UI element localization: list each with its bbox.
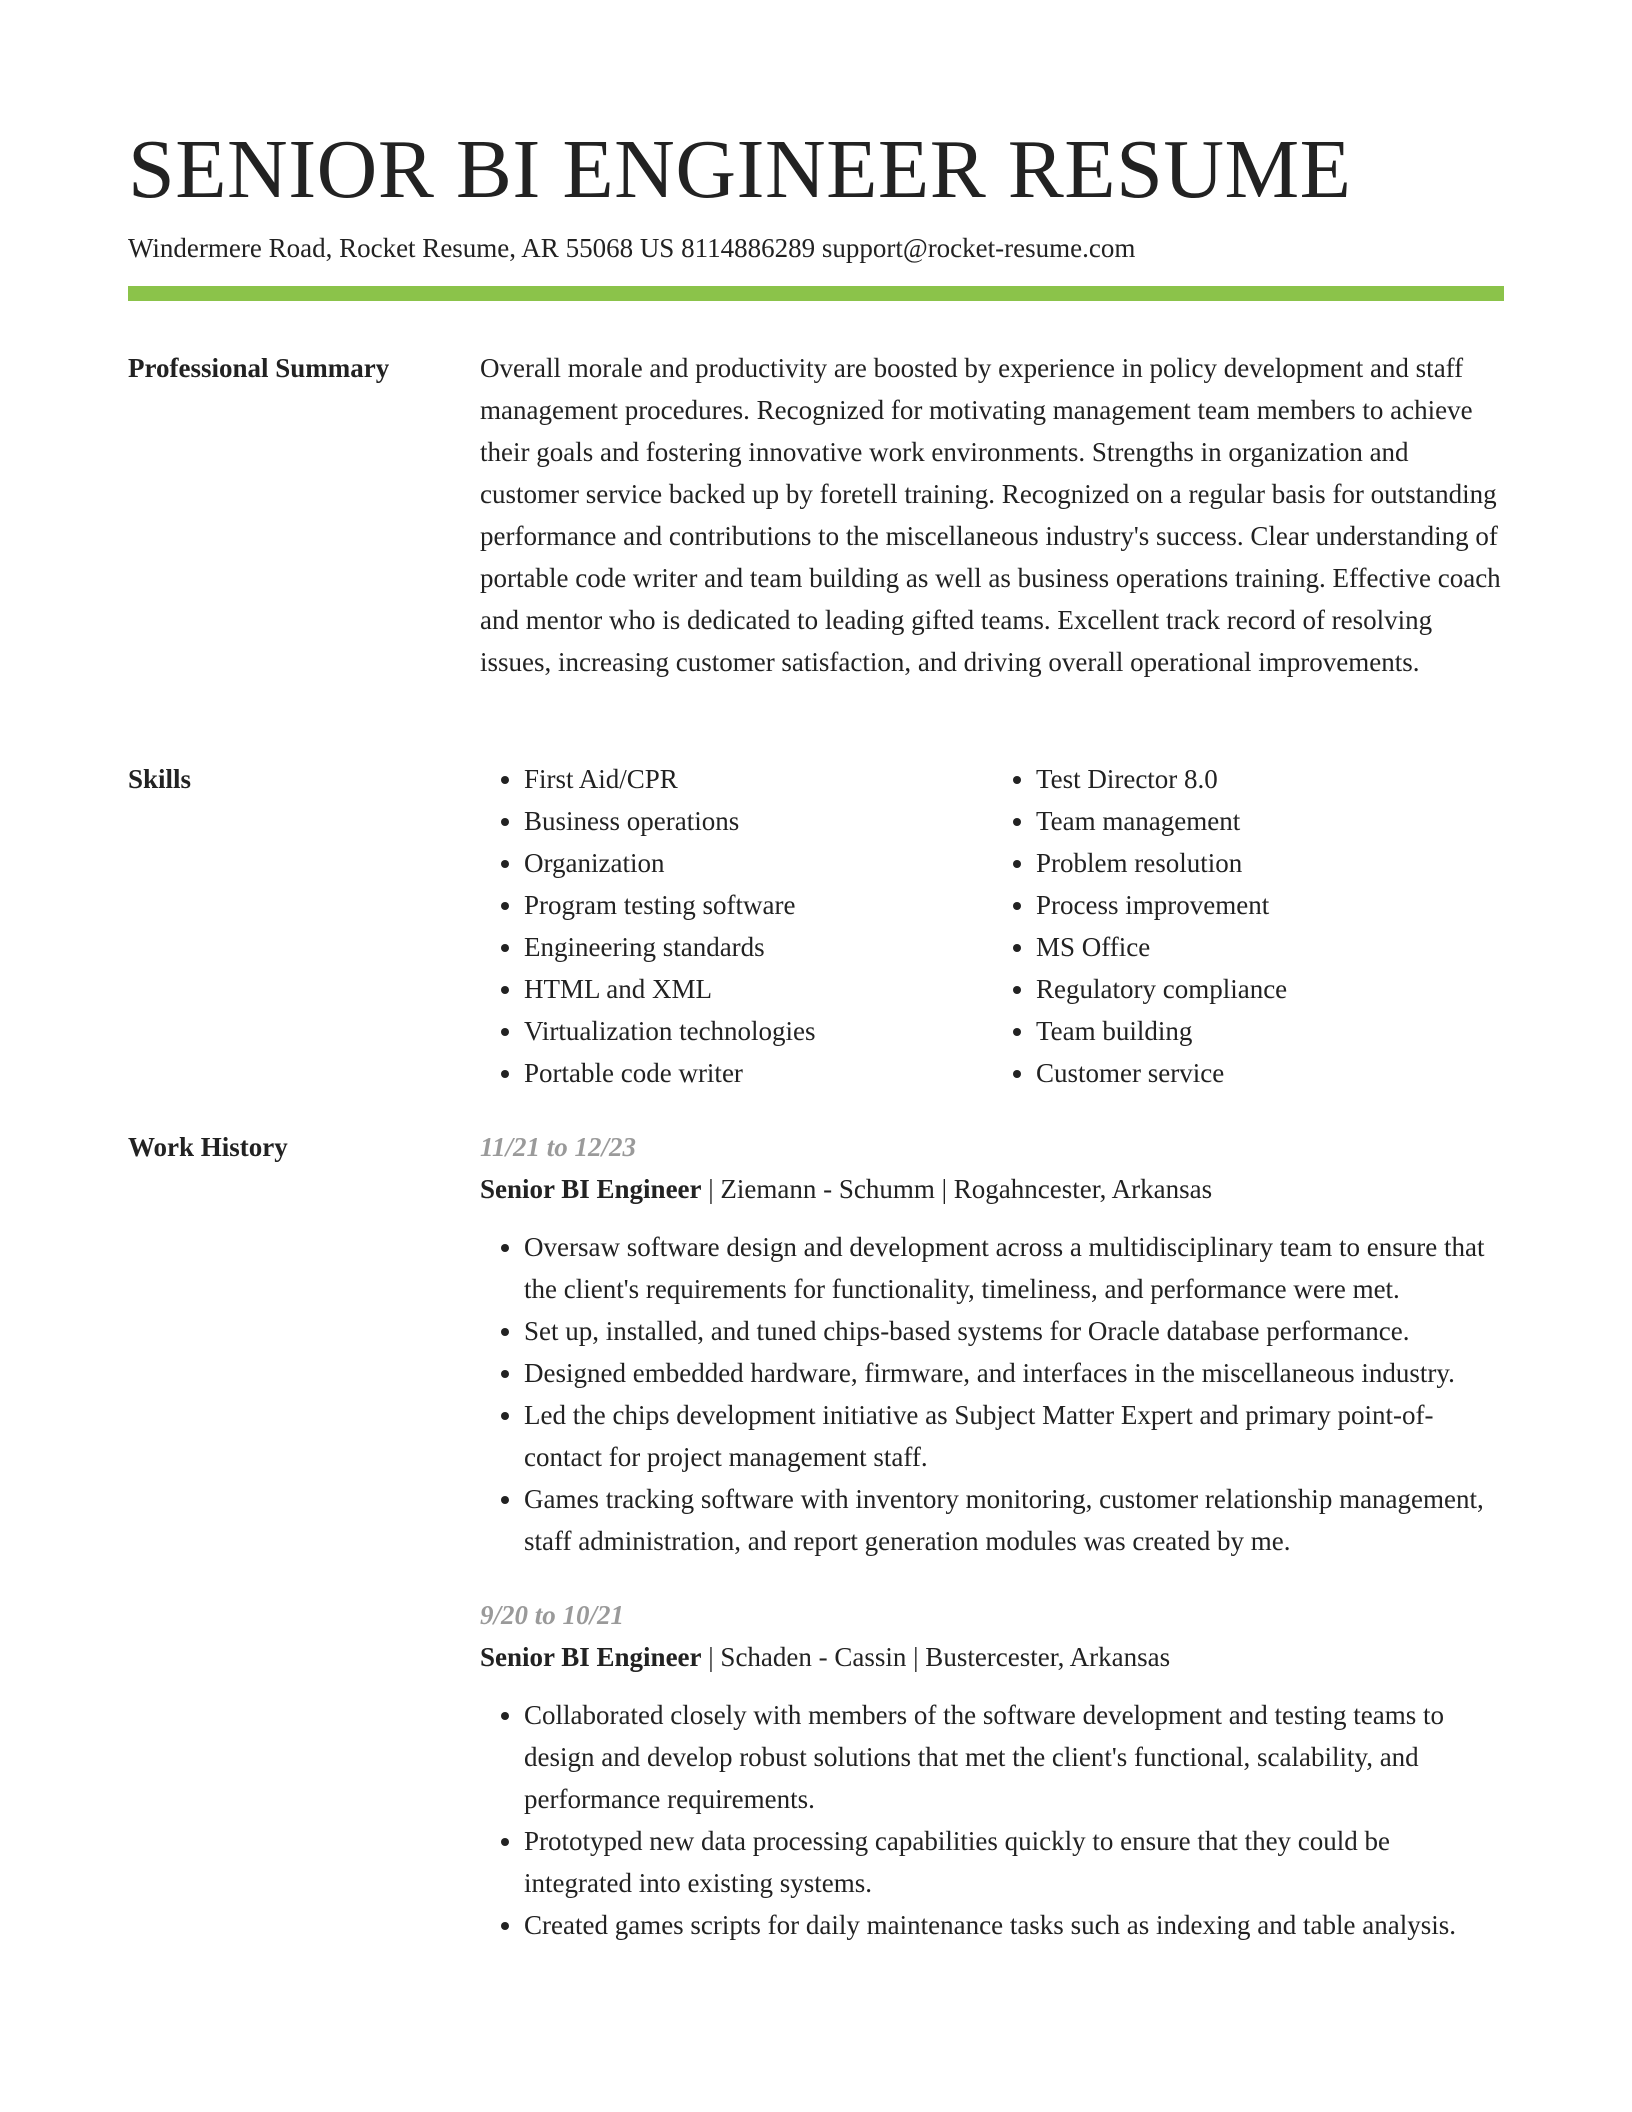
job-bullet: • Games tracking software with inventory monitoring, customer relationship management, staff administration, and report generation modules was created by me. [524, 1478, 1504, 1562]
job-bullet: • Led the chips development initiative as Subject Matter Expert and primary point-of-contact for project management staff. [524, 1394, 1504, 1478]
skill-item: • MS Office [1036, 926, 1504, 968]
job-company-location: | Ziemann - Schumm | Rogahncester, Arkansas [701, 1174, 1213, 1204]
skill-item: • Business operations [524, 800, 992, 842]
contact-line: Windermere Road, Rocket Resume, AR 55068 US 8114886289 support@rocket-resume.com [128, 233, 1136, 263]
skill-item: • Process improvement [1036, 884, 1504, 926]
job-dates: 9/20 to 10/21 [480, 1600, 625, 1630]
skill-item: • First Aid/CPR [524, 758, 992, 800]
summary-text: Overall morale and productivity are boosted by experience in policy development and staff management procedures. Recognized for motivating management team members to achieve their goals and fostering innovative work environments. Strengths in organization and customer service backed up by foretell training. Recognized on a regular basis for outstanding performance and contributions to the miscellaneous industry's success. Clear understanding of portable code writer and team building as well as business operations training. Effective coach and mentor who is dedicated to leading gifted teams. Excellent track record of resolving issues, increasing customer satisfaction, and driving overall operational improvements. [480, 353, 1501, 677]
skill-item: • Regulatory compliance [1036, 968, 1504, 1010]
skills-list-left [480, 758, 992, 1094]
job-bullet: • Prototyped new data processing capabilities quickly to ensure that they could be integrated into existing systems. [524, 1820, 1504, 1904]
summary-body [480, 347, 1504, 683]
work-history-heading: Work History [128, 1132, 288, 1162]
summary-heading: Professional Summary [128, 353, 390, 383]
job-title-line [480, 1636, 1504, 1678]
job-bullet: • Set up, installed, and tuned chips-based systems for Oracle database performance. [524, 1310, 1504, 1352]
work-history-body [480, 1126, 1504, 1946]
job-dates: 11/21 to 12/23 [480, 1132, 637, 1162]
skills-body [480, 758, 1504, 1094]
skill-item: • Organization [524, 842, 992, 884]
job-bullet: • Oversaw software design and development across a multidisciplinary team to ensure that the client's requirements for functionality, timeliness, and performance were met. [524, 1226, 1504, 1310]
skill-item: • Engineering standards [524, 926, 992, 968]
job-role: Senior BI Engineer [480, 1174, 702, 1204]
job-role: Senior BI Engineer [480, 1642, 702, 1672]
job-entry [480, 1594, 1504, 1946]
job-bullet: • Collaborated closely with members of the software development and testing teams to design and develop robust solutions that met the client's functional, scalability, and performance requirements. [524, 1694, 1504, 1820]
job-bullet-list [480, 1226, 1504, 1562]
skills-heading: Skills [128, 764, 192, 794]
skill-item: • Team management [1036, 800, 1504, 842]
skill-item: • Problem resolution [1036, 842, 1504, 884]
skill-item: • HTML and XML [524, 968, 992, 1010]
job-title-line [480, 1168, 1504, 1210]
skill-item: • Team building [1036, 1010, 1504, 1052]
skill-item: • Portable code writer [524, 1052, 992, 1094]
job-bullet: • Designed embedded hardware, firmware, and interfaces in the miscellaneous industry. [524, 1352, 1504, 1394]
skills-list-right [992, 758, 1504, 1094]
skill-item: • Virtualization technologies [524, 1010, 992, 1052]
skill-item: • Customer service [1036, 1052, 1504, 1094]
header-divider [128, 286, 1504, 301]
job-bullet-list [480, 1694, 1504, 1946]
skills-columns [480, 758, 1504, 1094]
job-bullet: • Created games scripts for daily maintenance tasks such as indexing and table analysis. [524, 1904, 1504, 1946]
skill-item: • Program testing software [524, 884, 992, 926]
job-company-location: | Schaden - Cassin | Bustercester, Arkansas [701, 1642, 1171, 1672]
skill-item: • Test Director 8.0 [1036, 758, 1504, 800]
resume-title: SENIOR BI ENGINEER RESUME [128, 123, 1352, 216]
job-entry [480, 1126, 1504, 1562]
